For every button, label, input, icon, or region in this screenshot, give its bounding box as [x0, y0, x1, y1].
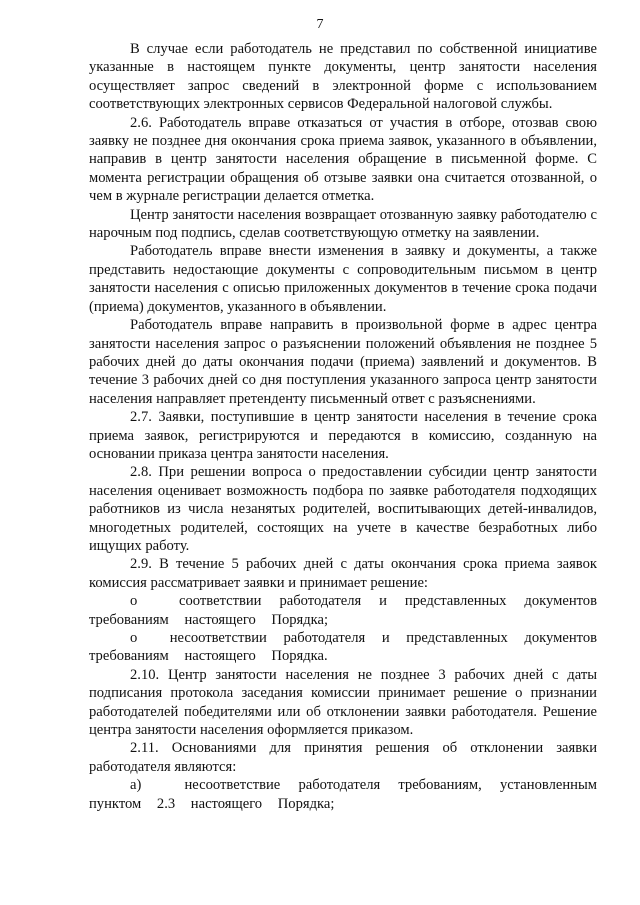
paragraph-2-10: 2.10. Центр занятости населения не позднее 3 рабочих дней с даты подписания протокола заседания комиссии принимает решение о признании работодателей победителями или об отклонении заявки работодателя. Решение центра занятости населения оформляется приказом.: [89, 666, 597, 739]
paragraph-tax-request: В случае если работодатель не представил по собственной инициативе указанные в настоящем пункте документы, центр занятости населения осуществляет запрос сведений в электронной форме с использованием соответствующих электронных сервисов Федеральной налоговой службы.: [89, 41, 597, 113]
paragraph-2-9: 2.9. В течение 5 рабочих дней с даты окончания срока приема заявок комиссия рассматривает заявки и принимает решение:: [89, 556, 597, 591]
list-item: [89, 629, 597, 666]
paragraph-clarification-request: Работодатель вправе направить в произвольной форме в адрес центра занятости населения запрос о разъяснении положений объявления не позднее 5 рабочих дней до даты окончания подачи (приема) заявлений и документов. В течение 3 рабочих дней со дня поступления указанного запроса центр занятости населения направляет претенденту письменный ответ с разъяснениями.: [89, 317, 597, 407]
list-item-text: несоответствие работодателя требованиям, установленным пунктом 2.3 настоящего Порядка;: [89, 777, 597, 812]
paragraph-2-6: 2.6. Работодатель вправе отказаться от участия в отборе, отозвав свою заявку не позднее дня окончания срока приема заявок, указанного в объявлении, направив в центр занятости населения обращение в письменной форме. С момента регистрации обращения об отзыве заявки она считается отозванной, о чем в журнале регистрации делается отметка.: [89, 114, 597, 205]
list-item-text: несоответствии работодателя и представленных документов требованиям настоящего Порядка.: [89, 630, 598, 665]
paragraph-amend-application: Работодатель вправе внести изменения в заявку и документы, а также представить недостающие документы с сопроводительным письмом в центр занятости населения с описью приложенных документов в течение срока подачи (приема) документов, указанного в объявлении.: [89, 243, 597, 315]
page-number: 7: [316, 17, 324, 32]
list-item: [89, 776, 597, 813]
list-marker: о: [130, 630, 166, 646]
paragraph-return-application: Центр занятости населения возвращает отозванную заявку работодателю с нарочным под подпись, сделав соответствующую отметку на заявлении.: [89, 206, 597, 242]
list-marker: а): [130, 777, 179, 794]
paragraph-2-7: 2.7. Заявки, поступившие в центр занятости населения в течение срока приема заявок, регистрируются и передаются в комиссию, созданную на основании приказа центра занятости населения.: [89, 409, 597, 462]
document-body: [89, 40, 597, 813]
paragraph-2-11: 2.11. Основаниями для принятия решения об отклонении заявки работодателя являются:: [89, 740, 597, 775]
list-marker: о: [130, 593, 174, 610]
list-item: [89, 592, 597, 629]
paragraph-2-8: 2.8. При решении вопроса о предоставлении субсидии центр занятости населения оценивает возможность подбора по заявке работодателя подходящих работников из числа незанятых родителей, воспитывающих детей-инвалидов, многодетных родителей, состоящих на учете в качестве безработных либо ищущих работу.: [89, 464, 597, 554]
list-item-text: соответствии работодателя и представленных документов требованиям настоящего Порядка;: [89, 593, 597, 628]
